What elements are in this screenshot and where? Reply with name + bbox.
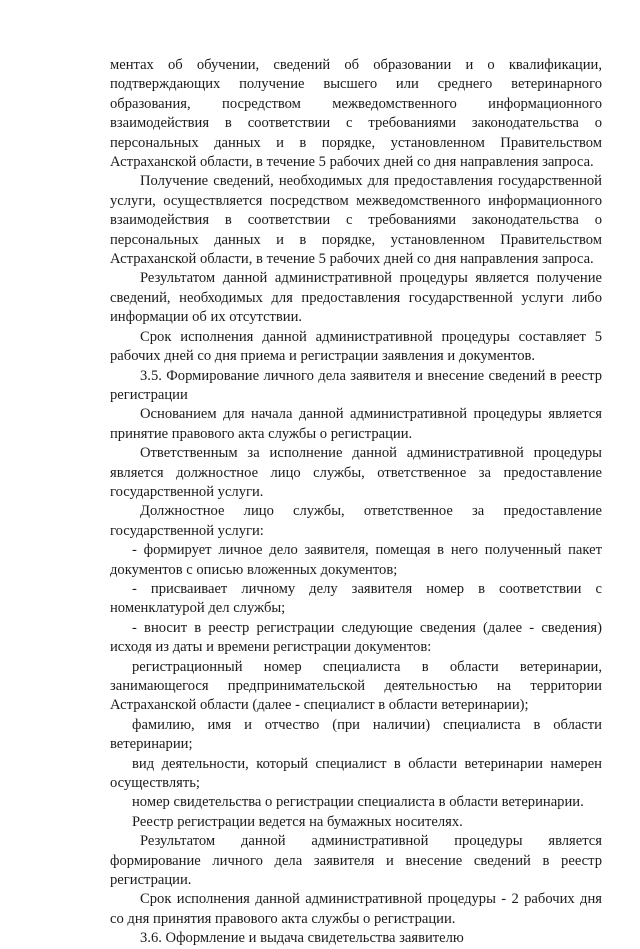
sub-item: вид деятельности, который специалист в области ветеринарии намерен осуществлять; (110, 755, 602, 792)
paragraph: Ответственным за исполнение данной административной процедуры является должностное лицо службы, ответственное за предоставление государственной услуги. (110, 445, 602, 500)
sub-item: номер свидетельства о регистрации специалиста в области ветеринарии. (132, 794, 584, 811)
list-item: - присваивает личному делу заявителя номер в соответствии с номенклатурой дел службы; (110, 580, 602, 617)
paragraph: Результатом данной административной процедуры является формирование личного дела заявителя и внесение сведений в реестр регистрации. (110, 833, 602, 889)
paragraph: Срок исполнения данной административной процедуры составляет 5 рабочих дней со дня приема и регистрации заявления и документов. (110, 328, 602, 365)
paragraph: Основанием для начала данной административной процедуры является принятие правового акта службы о регистрации. (110, 406, 602, 442)
document-body (110, 56, 602, 949)
list-item: - формирует личное дело заявителя, помещая в него полученный пакет документов с описью вложенных документов; (110, 542, 602, 578)
paragraph: Реестр регистрации ведется на бумажных носителях. (132, 813, 463, 830)
section-heading-3-5: 3.5. Формирование личного дела заявителя и внесение сведений в реестр регистрации (110, 367, 602, 403)
list-item: - вносит в реестр регистрации следующие сведения (далее - сведения) исходя из даты и времени регистрации документов: (110, 619, 602, 656)
paragraph: Результатом данной административной процедуры является получение сведений, необходимых для предоставления государственной услуги либо информации об их отсутствии. (110, 270, 602, 326)
paragraph: Должностное лицо службы, ответственное за предоставление государственной услуги: (110, 503, 602, 539)
sub-item: регистрационный номер специалиста в области ветеринарии, занимающегося предпринимательской деятельностью на территории Астраханской области (далее - специалист в области ветеринарии); (110, 658, 602, 714)
sub-item: фамилию, имя и отчество (при наличии) специалиста в области ветеринарии; (110, 716, 602, 753)
paragraph: ментах об обучении, сведений об образовании и о квалификации, подтверждающих получение высшего или среднего ветеринарного образования, посредством межведомственного информационного взаимодействия в соответствии с требованиями законодательства о персональных данных и в порядке, установленном Правительством Астраханской области, в течение 5 рабочих дней со дня направления запроса. (110, 57, 602, 171)
paragraph: Срок исполнения данной административной процедуры - 2 рабочих дня со дня принятия правового акта службы о регистрации. (110, 891, 602, 927)
paragraph: Получение сведений, необходимых для предоставления государственной услуги, осуществляется посредством межведомственного информационного взаимодействия в соответствии с требованиями законодательства о персональных данных и в порядке, установленном Правительством Астраханской области, в течение 5 рабочих дней со дня направления запроса. (110, 173, 602, 268)
section-heading-3-6: 3.6. Оформление и выдача свидетельства заявителю (140, 930, 464, 947)
